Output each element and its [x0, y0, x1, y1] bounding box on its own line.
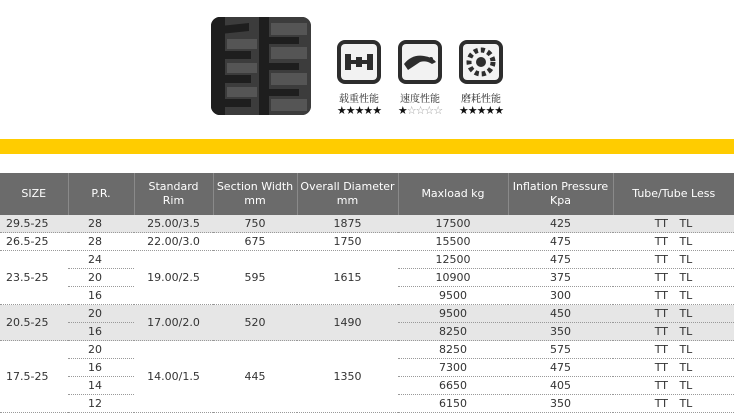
- cell-pressure: 350: [508, 323, 613, 341]
- cell-diameter: 1490: [297, 305, 398, 341]
- cell-tube: TT TL: [613, 251, 734, 269]
- cell-maxload: 9500: [398, 305, 508, 323]
- cell-rim: 17.00/2.0: [134, 305, 213, 341]
- cell-size: 17.5-25: [0, 341, 68, 413]
- cell-pressure: 375: [508, 269, 613, 287]
- rating-stars: ★★★★★: [458, 104, 504, 117]
- feature-speed: [394, 40, 446, 117]
- table-row: [0, 341, 734, 359]
- cell-maxload: 17500: [398, 215, 508, 233]
- cell-maxload: 6150: [398, 395, 508, 413]
- cell-pr: 16: [68, 323, 134, 341]
- cell-tube: TT TL: [613, 377, 734, 395]
- rating-stars: ★★★★★: [336, 104, 382, 117]
- cell-tube: TT TL: [613, 305, 734, 323]
- tire-spec-table: [0, 173, 734, 413]
- cell-size: 20.5-25: [0, 305, 68, 341]
- cell-tube: TT TL: [613, 341, 734, 359]
- cell-width: 520: [213, 305, 297, 341]
- column-header-tube: Tube/Tube Less: [613, 173, 734, 215]
- cell-pressure: 450: [508, 305, 613, 323]
- cell-width: 750: [213, 215, 297, 233]
- cell-pressure: 300: [508, 287, 613, 305]
- tire-tread-image: [211, 17, 311, 115]
- rating-stars: ★☆☆☆☆: [397, 104, 443, 117]
- cell-tube: TT TL: [613, 215, 734, 233]
- cell-pressure: 475: [508, 251, 613, 269]
- cell-maxload: 10900: [398, 269, 508, 287]
- feature-wear: [455, 40, 507, 117]
- cell-pr: 28: [68, 215, 134, 233]
- table-header-row: [0, 173, 734, 215]
- cell-maxload: 8250: [398, 323, 508, 341]
- accent-divider: [0, 139, 734, 154]
- cell-pressure: 405: [508, 377, 613, 395]
- cell-pr: 12: [68, 395, 134, 413]
- column-header-size: SIZE: [0, 173, 68, 215]
- column-header-rim: Standard Rim: [134, 173, 213, 215]
- cell-diameter: 1350: [297, 341, 398, 413]
- cell-width: 445: [213, 341, 297, 413]
- cell-tube: TT TL: [613, 269, 734, 287]
- column-header-width: Section Width mm: [213, 173, 297, 215]
- table-row: [0, 251, 734, 269]
- cell-maxload: 12500: [398, 251, 508, 269]
- wear-gear-icon: [459, 40, 503, 84]
- cell-rim: 22.00/3.0: [134, 233, 213, 251]
- cell-pr: 20: [68, 305, 134, 323]
- cell-tube: TT TL: [613, 395, 734, 413]
- cell-tube: TT TL: [613, 233, 734, 251]
- cell-pressure: 475: [508, 359, 613, 377]
- cell-maxload: 7300: [398, 359, 508, 377]
- cell-pr: 24: [68, 251, 134, 269]
- cell-maxload: 15500: [398, 233, 508, 251]
- load-axle-icon: [337, 40, 381, 84]
- cell-pr: 28: [68, 233, 134, 251]
- cell-maxload: 9500: [398, 287, 508, 305]
- cell-tube: TT TL: [613, 359, 734, 377]
- cell-size: 29.5-25: [0, 215, 68, 233]
- cell-pr: 16: [68, 287, 134, 305]
- cell-tube: TT TL: [613, 287, 734, 305]
- cell-width: 675: [213, 233, 297, 251]
- table-row: [0, 215, 734, 233]
- cell-pressure: 475: [508, 233, 613, 251]
- column-header-pressure: Inflation Pressure Kpa: [508, 173, 613, 215]
- feature-label: 速度性能: [400, 94, 440, 105]
- cell-diameter: 1615: [297, 251, 398, 305]
- cell-size: 26.5-25: [0, 233, 68, 251]
- cell-pressure: 575: [508, 341, 613, 359]
- cell-pressure: 350: [508, 395, 613, 413]
- column-header-diameter: Overall Diameter mm: [297, 173, 398, 215]
- cell-width: 595: [213, 251, 297, 305]
- cell-pressure: 425: [508, 215, 613, 233]
- cell-maxload: 8250: [398, 341, 508, 359]
- cell-rim: 14.00/1.5: [134, 341, 213, 413]
- cell-diameter: 1750: [297, 233, 398, 251]
- table-row: [0, 233, 734, 251]
- cell-pr: 16: [68, 359, 134, 377]
- cell-diameter: 1875: [297, 215, 398, 233]
- cell-maxload: 6650: [398, 377, 508, 395]
- cell-pr: 20: [68, 269, 134, 287]
- feature-label: 磨耗性能: [461, 94, 501, 105]
- cell-size: 23.5-25: [0, 251, 68, 305]
- cell-pr: 20: [68, 341, 134, 359]
- cell-rim: 19.00/2.5: [134, 251, 213, 305]
- feature-label: 载重性能: [339, 94, 379, 105]
- table-body: [0, 215, 734, 413]
- feature-load: [333, 40, 385, 117]
- cell-rim: 25.00/3.5: [134, 215, 213, 233]
- cell-pr: 14: [68, 377, 134, 395]
- column-header-maxload: Maxload kg: [398, 173, 508, 215]
- speed-cheetah-icon: [398, 40, 442, 84]
- column-header-pr: P.R.: [68, 173, 134, 215]
- cell-tube: TT TL: [613, 323, 734, 341]
- table-row: [0, 305, 734, 323]
